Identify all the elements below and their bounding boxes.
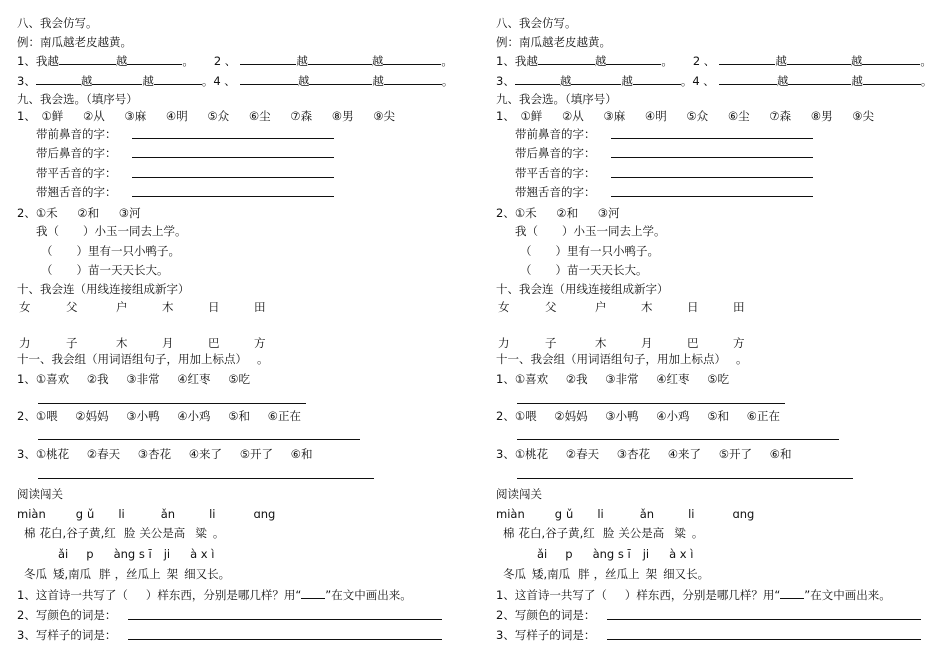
pinyin-line-1: [17, 506, 275, 522]
connect-char[interactable]: 女: [498, 300, 510, 314]
reading-question-1: [496, 587, 891, 603]
word: ②春天: [86, 447, 121, 461]
word-yue: 越: [851, 74, 863, 88]
word: ⑥正在: [267, 409, 301, 423]
word: ②妈妈: [554, 409, 588, 423]
category-label: 带前鼻音的字：: [515, 127, 596, 141]
pinyin: p: [86, 547, 94, 561]
poem-text: 架: [166, 567, 179, 581]
item-number: 1、我越: [496, 54, 538, 68]
answer-line[interactable]: [611, 157, 813, 158]
item-number: 2、: [496, 206, 515, 220]
blank[interactable]: [863, 72, 921, 85]
option: ⑦森: [769, 109, 792, 123]
connect-char[interactable]: 木: [641, 300, 653, 314]
section-11-title: [496, 351, 748, 367]
word: ④小鸡: [656, 409, 690, 423]
word-yue: 越: [80, 74, 93, 88]
pinyin: ǔ: [87, 507, 95, 521]
section-8-example: 例：南瓜越老皮越黄。: [17, 35, 132, 49]
option: ①鲜: [41, 109, 64, 123]
connect-char[interactable]: 日: [208, 300, 220, 314]
poem-text: ，丝瓜上: [114, 567, 161, 581]
word: ⑥和: [290, 447, 313, 461]
answer-line[interactable]: [132, 196, 334, 197]
connect-char[interactable]: 木: [162, 300, 174, 314]
category-label: 带后鼻音的字：: [36, 146, 117, 160]
section-11-title: [17, 351, 269, 367]
poem-text: 矮,南瓜: [53, 567, 92, 581]
item-number: 3、: [496, 74, 515, 88]
blank[interactable]: [787, 52, 851, 65]
blank[interactable]: [606, 52, 661, 65]
poem-line-2: [503, 566, 709, 582]
blank[interactable]: [36, 72, 81, 85]
option: ②从: [82, 109, 105, 123]
section-8-title: 八、我会仿写。: [17, 16, 98, 30]
poem-text: 棉: [503, 526, 515, 540]
answer-line[interactable]: [517, 403, 785, 404]
item-number: 3、: [496, 447, 515, 461]
period: 。: [182, 54, 194, 68]
connect-char[interactable]: 木: [595, 336, 607, 350]
answer-line[interactable]: [128, 639, 442, 640]
poem-text: 花白,谷子黄,红: [39, 526, 116, 540]
pinyin: à x ì: [669, 547, 694, 561]
option: ①鲜: [520, 109, 543, 123]
poem-text: 冬瓜: [24, 567, 47, 581]
word: ⑤和: [228, 409, 251, 423]
word-yue: 越: [372, 74, 384, 88]
word: ④红枣: [656, 372, 690, 386]
option: ②和: [556, 206, 579, 220]
option: ④明: [644, 109, 667, 123]
section-8-row-1: [17, 52, 453, 68]
poem-text: 细又长。: [663, 567, 710, 581]
connect-char[interactable]: 日: [687, 300, 699, 314]
sentence-part: （: [41, 244, 53, 258]
word: ③小鸭: [126, 409, 160, 423]
word: ④小鸡: [177, 409, 211, 423]
question-11-3-words: [17, 446, 312, 462]
poem-text: 脸: [602, 526, 615, 540]
word: ⑤开了: [239, 447, 274, 461]
worksheet-page-left: [0, 0, 465, 672]
blank[interactable]: [240, 72, 298, 85]
connect-char[interactable]: 田: [254, 300, 266, 314]
section-8-row-1: [496, 52, 932, 68]
period: 。: [441, 54, 453, 68]
connect-char[interactable]: 子: [66, 336, 78, 350]
sentence-part: （: [520, 263, 532, 277]
poem-line-1: [503, 525, 703, 541]
poem-line-2: [24, 566, 230, 582]
connect-char[interactable]: 户: [595, 300, 607, 314]
answer-line[interactable]: [38, 439, 360, 440]
answer-line[interactable]: [132, 138, 334, 139]
connect-char[interactable]: 力: [19, 336, 31, 350]
blank[interactable]: [788, 72, 851, 85]
word: ④来了: [188, 447, 223, 461]
option: ③河: [118, 206, 141, 220]
pinyin: ǎi: [537, 547, 548, 561]
question-text: 1、这首诗一共写了（: [496, 588, 607, 602]
option: ①禾: [35, 206, 58, 220]
word: ③非常: [126, 372, 160, 386]
question-text: ）样东西，分别是哪几样？用“: [624, 588, 781, 602]
section-8-row-2: [496, 72, 932, 88]
fill-sentence: [36, 223, 187, 239]
pinyin: ǎn: [639, 507, 655, 521]
option: ③麻: [603, 109, 626, 123]
category-label: 带翘舌音的字：: [36, 185, 117, 199]
period: 。: [920, 74, 933, 88]
option: ⑥尘: [727, 109, 750, 123]
period: 。: [661, 54, 673, 68]
pinyin: ɑng: [253, 507, 276, 521]
blank[interactable]: [383, 52, 441, 65]
category-label: 带翘舌音的字：: [515, 185, 596, 199]
word: ③非常: [605, 372, 639, 386]
question-9-1-options: [17, 108, 395, 124]
blank[interactable]: [719, 72, 777, 85]
answer-line[interactable]: [611, 196, 813, 197]
connect-char[interactable]: 女: [19, 300, 31, 314]
word: ②春天: [565, 447, 600, 461]
sentence-part: 我（: [36, 224, 59, 238]
title-end: 。: [736, 352, 748, 366]
word: ①桃花: [514, 447, 549, 461]
option: ⑨尖: [852, 109, 875, 123]
question-11-1-words: [17, 371, 250, 387]
word-yue: 越: [371, 54, 384, 68]
option: ⑤众: [207, 109, 230, 123]
item-number: 。4 、: [201, 74, 236, 88]
sentence-part: ）苗一天天长大。: [76, 263, 169, 277]
reading-title: 阅读闯关: [496, 487, 542, 501]
answer-line[interactable]: [607, 639, 921, 640]
fill-sentence: [520, 262, 648, 278]
question-11-2-words: [496, 408, 780, 424]
word: ②妈妈: [75, 409, 109, 423]
pinyin: li: [118, 507, 125, 521]
reading-question-1: [17, 587, 412, 603]
option: ④明: [165, 109, 188, 123]
option: ⑧男: [810, 109, 833, 123]
answer-line[interactable]: [517, 478, 853, 479]
section-8-title: 八、我会仿写。: [496, 16, 577, 30]
blank[interactable]: [384, 72, 442, 85]
question-11-1-words: [496, 371, 729, 387]
underline-mark-sample: [301, 589, 325, 599]
word-yue: 越: [559, 74, 572, 88]
connect-char[interactable]: 木: [116, 336, 128, 350]
question-11-3-words: [496, 446, 791, 462]
pinyin: ǎi: [58, 547, 69, 561]
option: ③河: [597, 206, 620, 220]
pinyin: li: [597, 507, 604, 521]
fill-sentence: [41, 243, 180, 259]
word: ①喜欢: [514, 372, 549, 386]
answer-line[interactable]: [132, 157, 334, 158]
pinyin: àng s ī: [113, 547, 152, 561]
option: ⑧男: [331, 109, 354, 123]
word: ③杏花: [137, 447, 172, 461]
question-9-2-options: [496, 205, 620, 221]
pinyin: àng s ī: [592, 547, 631, 561]
blank[interactable]: [59, 52, 116, 65]
option: ②从: [561, 109, 584, 123]
item-number: 2 、: [692, 54, 716, 68]
word-yue: 越: [297, 74, 310, 88]
poem-text: ，丝瓜上: [593, 567, 640, 581]
connect-char[interactable]: 方: [733, 336, 745, 350]
option: ⑥尘: [248, 109, 271, 123]
connect-char[interactable]: 户: [116, 300, 128, 314]
word-yue: 越: [621, 74, 633, 88]
item-number: 3、: [17, 447, 36, 461]
category-label: 带后鼻音的字：: [515, 146, 596, 160]
poem-text: 。: [212, 526, 225, 540]
poem-text: 胖: [99, 567, 111, 581]
blank[interactable]: [862, 52, 920, 65]
item-number: 1、我越: [17, 54, 59, 68]
poem-text: 。: [691, 526, 704, 540]
word: ③杏花: [616, 447, 651, 461]
fill-sentence: [520, 243, 659, 259]
answer-line[interactable]: [128, 619, 442, 620]
section-8-example: 例：南瓜越老皮越黄。: [496, 35, 611, 49]
answer-line[interactable]: [611, 177, 813, 178]
word: ⑤开了: [718, 447, 753, 461]
answer-line[interactable]: [607, 619, 921, 620]
item-number: 2、: [17, 409, 36, 423]
poem-text: 关公是高: [139, 526, 186, 540]
question-11-2-words: [17, 408, 301, 424]
question-text: 1、这首诗一共写了（: [17, 588, 128, 602]
blank[interactable]: [92, 72, 142, 85]
word: ②我: [86, 372, 109, 386]
category-label: 带平舌音的字：: [36, 166, 117, 180]
period: 。: [920, 54, 932, 68]
blank[interactable]: [515, 72, 560, 85]
sentence-part: ）小玉一同去上学。: [562, 224, 666, 238]
sentence-part: ）里有一只小鸭子。: [555, 244, 659, 258]
blank[interactable]: [308, 52, 372, 65]
section-9-title: 九、我会选。（填序号）: [496, 92, 617, 106]
item-number: 2、: [17, 206, 36, 220]
blank[interactable]: [538, 52, 595, 65]
poem-text: 胖: [578, 567, 590, 581]
blank[interactable]: [309, 72, 372, 85]
sentence-part: （: [41, 263, 53, 277]
pinyin: g: [554, 507, 563, 521]
poem-text: 脸: [123, 526, 136, 540]
pinyin: p: [565, 547, 573, 561]
item-number: 1、: [17, 372, 36, 386]
word: ⑤和: [707, 409, 730, 423]
pinyin: li: [688, 507, 695, 521]
title-text: 十一、我会组（用词语组句子，用加上标点）: [496, 352, 726, 366]
item-number: 2、: [496, 409, 515, 423]
blank[interactable]: [127, 52, 182, 65]
poem-text: 粱: [674, 526, 686, 540]
blank[interactable]: [154, 72, 202, 85]
option: ⑨尖: [373, 109, 396, 123]
pinyin: g: [75, 507, 84, 521]
question-9-2-options: [17, 205, 141, 221]
option: ①禾: [514, 206, 537, 220]
answer-line[interactable]: [38, 403, 306, 404]
fill-sentence: [41, 262, 169, 278]
word: ⑤吃: [707, 372, 730, 386]
connect-char[interactable]: 子: [545, 336, 557, 350]
pinyin-line-2: [58, 546, 214, 562]
item-number: 2 、: [213, 54, 237, 68]
pinyin: li: [209, 507, 216, 521]
pinyin: ɑng: [732, 507, 755, 521]
connect-char[interactable]: 父: [66, 300, 78, 314]
category-label: 带前鼻音的字：: [36, 127, 117, 141]
word: ③小鸭: [605, 409, 639, 423]
answer-line[interactable]: [517, 439, 839, 440]
item-number: 1、: [17, 109, 36, 123]
pinyin: ǔ: [566, 507, 574, 521]
sentence-part: （: [520, 244, 532, 258]
word: ⑥和: [769, 447, 792, 461]
category-label: 带平舌音的字：: [515, 166, 596, 180]
poem-text: 矮,南瓜: [532, 567, 571, 581]
worksheet-page-right: [479, 0, 944, 672]
poem-text: 架: [645, 567, 658, 581]
item-number: 1、: [496, 372, 515, 386]
section-9-title: 九、我会选。（填序号）: [17, 92, 138, 106]
option: ⑦森: [290, 109, 313, 123]
pinyin: miàn: [496, 507, 525, 521]
option: ③麻: [124, 109, 147, 123]
connect-char[interactable]: 父: [545, 300, 557, 314]
option: ⑤众: [686, 109, 709, 123]
word-yue: 越: [776, 74, 789, 88]
reading-title: 阅读闯关: [17, 487, 63, 501]
sentence-part: 我（: [515, 224, 538, 238]
answer-line[interactable]: [38, 478, 374, 479]
item-number: 1、: [496, 109, 515, 123]
sentence-part: ）里有一只小鸭子。: [76, 244, 180, 258]
connect-char[interactable]: 巴: [208, 336, 220, 350]
blank[interactable]: [633, 72, 681, 85]
word: ①桃花: [35, 447, 70, 461]
word: ①喂: [514, 409, 537, 423]
item-number: 3、: [17, 74, 36, 88]
poem-text: 花白,谷子黄,红: [518, 526, 595, 540]
option: ②和: [77, 206, 100, 220]
word-yue: 越: [296, 54, 308, 68]
sentence-part: ）小玉一同去上学。: [83, 224, 187, 238]
sentence-part: ）苗一天天长大。: [555, 263, 648, 277]
pinyin: ji: [163, 547, 171, 561]
question-text: ”在文中画出来。: [804, 588, 891, 602]
poem-text: 细又长。: [184, 567, 231, 581]
title-text: 十一、我会组（用词语组句子，用加上标点）: [17, 352, 247, 366]
question-text: ”在文中画出来。: [325, 588, 412, 602]
blank[interactable]: [719, 52, 775, 65]
period: 。: [441, 74, 454, 88]
reading-question-2: 2、写颜色的词是：: [17, 608, 117, 622]
section-10-title: 十、我会连（用线连接组成新字）: [496, 282, 669, 296]
poem-text: 粱: [195, 526, 207, 540]
reading-question-2: 2、写颜色的词是：: [496, 608, 596, 622]
poem-line-1: [24, 525, 224, 541]
answer-line[interactable]: [611, 138, 813, 139]
title-end: 。: [257, 352, 269, 366]
reading-question-3: 3、写样子的词是：: [17, 628, 117, 642]
connect-char[interactable]: 田: [733, 300, 745, 314]
connect-char[interactable]: 月: [162, 336, 174, 350]
fill-sentence: [515, 223, 666, 239]
word-yue: 越: [115, 54, 128, 68]
word: ①喜欢: [35, 372, 70, 386]
word: ④红枣: [177, 372, 211, 386]
answer-line[interactable]: [132, 177, 334, 178]
item-number: 。4 、: [680, 74, 715, 88]
word: ④来了: [667, 447, 702, 461]
blank[interactable]: [571, 72, 621, 85]
pinyin: ǎn: [160, 507, 176, 521]
question-text: ）样东西，分别是哪几样？用“: [145, 588, 302, 602]
pinyin-line-1: [496, 506, 754, 522]
word-yue: 越: [850, 54, 863, 68]
word: ⑤吃: [228, 372, 251, 386]
underline-mark-sample: [780, 589, 804, 599]
poem-text: 冬瓜: [503, 567, 526, 581]
word-yue: 越: [775, 54, 787, 68]
connect-char[interactable]: 力: [498, 336, 510, 350]
connect-char[interactable]: 巴: [687, 336, 699, 350]
word-yue: 越: [142, 74, 154, 88]
connect-char[interactable]: 方: [254, 336, 266, 350]
pinyin: ji: [642, 547, 650, 561]
poem-text: 棉: [24, 526, 36, 540]
word: ①喂: [35, 409, 58, 423]
connect-char[interactable]: 月: [641, 336, 653, 350]
reading-question-3: 3、写样子的词是：: [496, 628, 596, 642]
section-8-row-2: [17, 72, 453, 88]
poem-text: 关公是高: [618, 526, 665, 540]
blank[interactable]: [240, 52, 296, 65]
question-9-1-options: [496, 108, 874, 124]
word: ⑥正在: [746, 409, 780, 423]
pinyin: miàn: [17, 507, 46, 521]
pinyin: à x ì: [190, 547, 215, 561]
pinyin-line-2: [537, 546, 693, 562]
word-yue: 越: [594, 54, 607, 68]
word: ②我: [565, 372, 588, 386]
section-10-title: 十、我会连（用线连接组成新字）: [17, 282, 190, 296]
